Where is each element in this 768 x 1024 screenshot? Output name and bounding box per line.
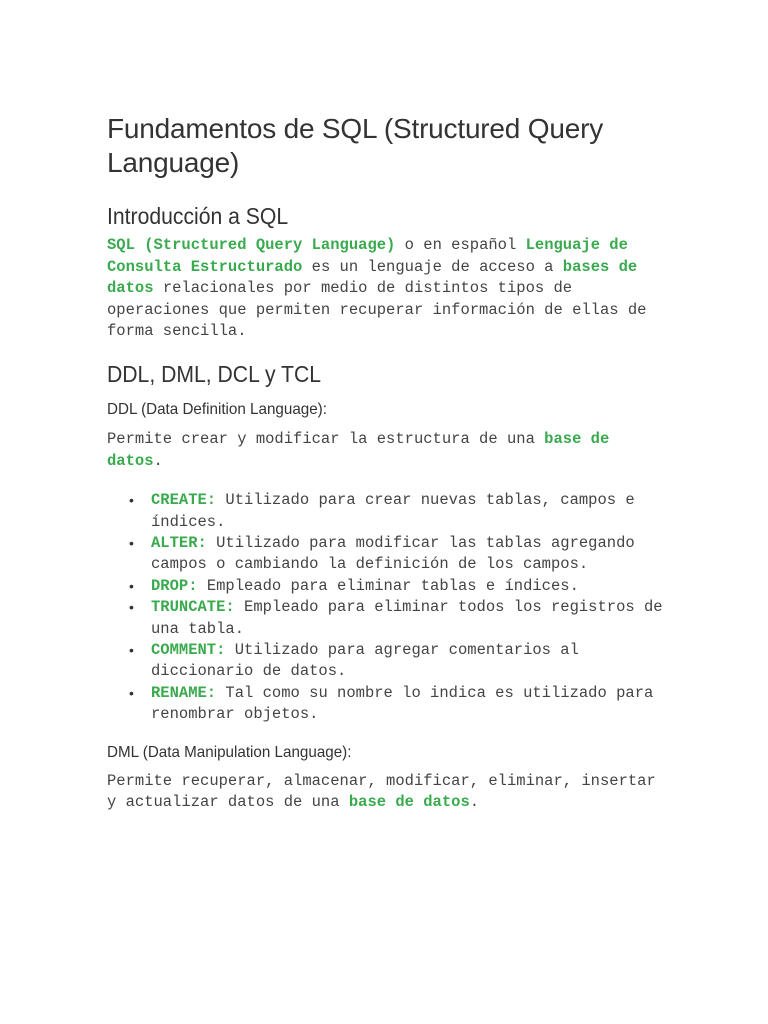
ddl-text-2: . <box>153 451 163 470</box>
section-heading-ddl-dml: DDL, DML, DCL y TCL <box>107 360 322 387</box>
command-description: Utilizado para agregar comentarios al diccionario de datos. <box>151 641 579 681</box>
bullet-icon: • <box>129 642 134 658</box>
command-name: ALTER: <box>151 533 207 552</box>
bullet-icon: • <box>129 684 134 701</box>
command-description: Utilizado para modificar las tablas agregando campos o cambiando la definición de los campos. <box>151 533 635 574</box>
bullet-icon: • <box>129 599 134 616</box>
section-heading-intro: Introducción a SQL <box>107 203 289 229</box>
ddl-command-list <box>107 490 667 725</box>
ddl-command-item <box>107 683 667 726</box>
command-name: RENAME: <box>151 683 217 702</box>
bullet-icon: • <box>129 492 134 509</box>
dml-text-2: . <box>469 793 480 812</box>
command-name: DROP: <box>151 576 198 595</box>
ddl-command-item <box>107 490 667 533</box>
command-description: Empleado para eliminar todos los registros de una tabla. <box>151 598 663 638</box>
ddl-command-item <box>107 640 667 683</box>
intro-text-1: o en español <box>395 236 526 254</box>
ddl-heading: DDL (Data Definition Language): <box>107 400 327 418</box>
link-bases-de-datos[interactable]: bases de datos <box>107 257 638 298</box>
ddl-command-item <box>107 533 667 576</box>
link-base-de-datos-ddl[interactable]: base de datos <box>107 429 610 470</box>
ddl-paragraph <box>107 429 667 472</box>
command-description: Utilizado para crear nuevas tablas, campos e índices. <box>151 491 635 531</box>
dml-paragraph <box>107 771 667 814</box>
link-sql[interactable]: SQL (Structured Query Language) <box>107 236 396 254</box>
ddl-command-item <box>107 576 667 597</box>
command-description: Tal como su nombre lo indica es utilizado para renombrar objetos. <box>151 683 654 724</box>
bullet-icon: • <box>129 534 134 551</box>
page-title: Fundamentos de SQL (Structured Query Language) <box>107 113 604 178</box>
command-name: TRUNCATE: <box>151 598 235 617</box>
link-base-de-datos-dml[interactable]: base de datos <box>348 793 470 812</box>
article-content <box>107 112 667 814</box>
dml-text-1: Permite recuperar, almacenar, modificar, eliminar, insertar y actualizar datos de una <box>107 771 656 812</box>
ddl-command-item <box>107 597 667 640</box>
command-name: COMMENT: <box>151 641 226 659</box>
command-description: Empleado para eliminar tablas e índices. <box>197 576 579 595</box>
link-lenguaje-consulta[interactable]: Lenguaje de Consulta Estructurado <box>107 236 628 276</box>
intro-paragraph <box>107 235 667 343</box>
command-name: CREATE: <box>151 491 217 510</box>
dml-heading: DML (Data Manipulation Language): <box>107 743 352 761</box>
intro-text-3: relacionales por medio de distintos tipos de operaciones que permiten recuperar información de ellas de forma sencilla. <box>107 279 647 341</box>
ddl-text-1: Permite crear y modificar la estructura de una <box>107 429 545 448</box>
intro-text-2: es un lenguaje de acceso a <box>302 257 563 276</box>
bullet-icon: • <box>129 577 134 594</box>
